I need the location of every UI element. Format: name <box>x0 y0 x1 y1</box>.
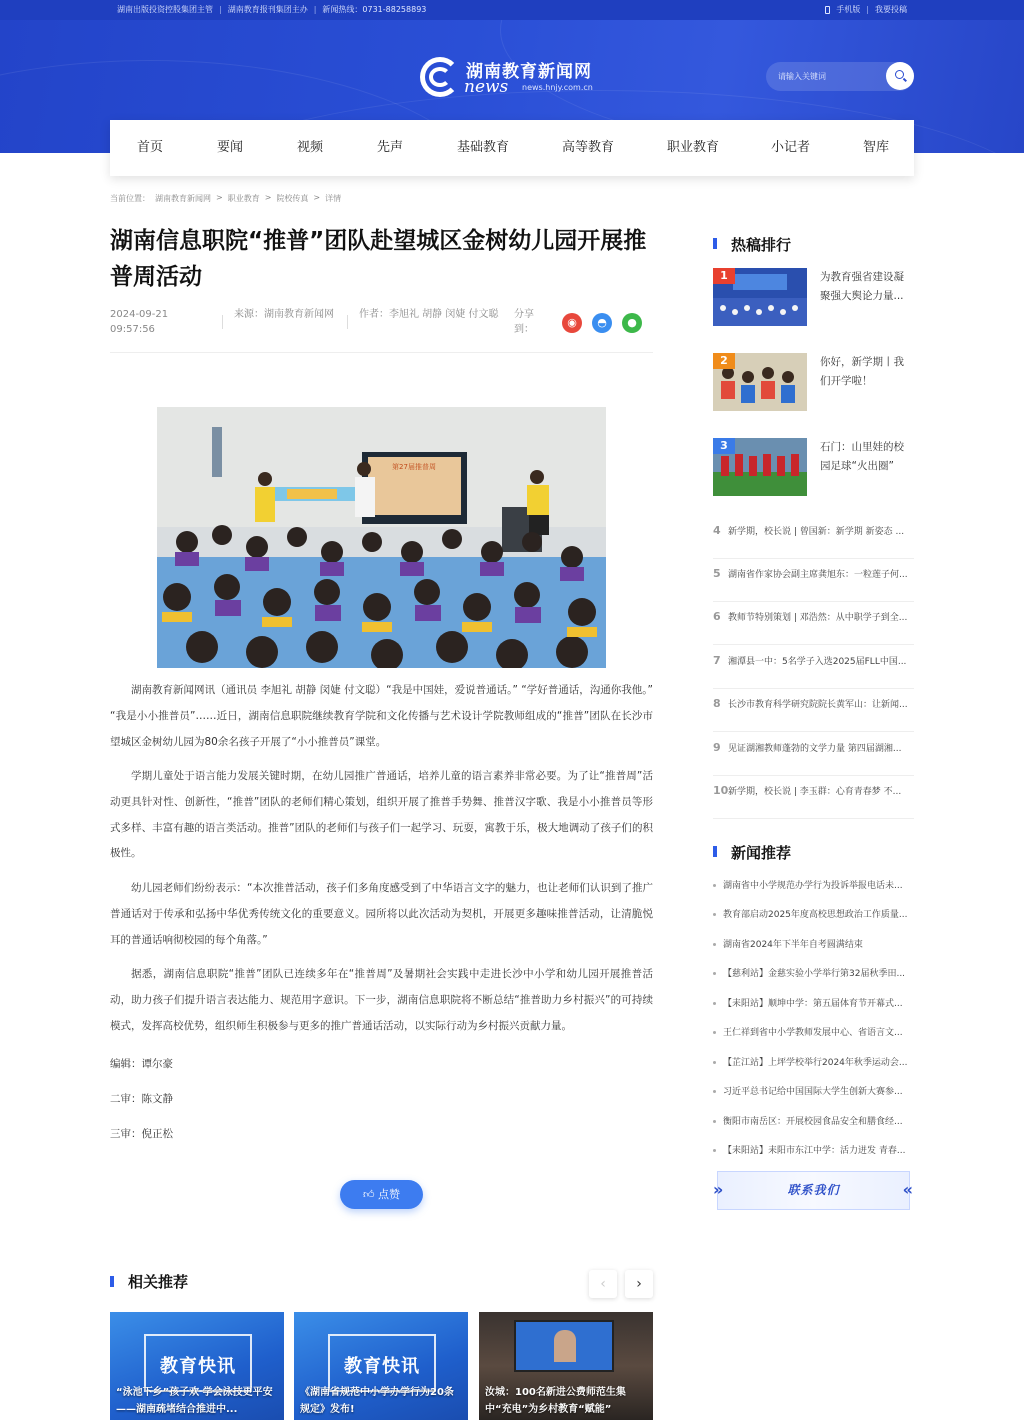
recommend-item-title: 衡阳市南岳区：开展校园食品安全和膳食经... <box>723 1117 903 1127</box>
breadcrumb-separator: > <box>313 193 321 202</box>
related-prev-button[interactable] <box>589 1270 617 1298</box>
hot-list-item[interactable] <box>713 559 914 602</box>
hot-title: 热稿排行 <box>731 236 792 254</box>
bullet-icon <box>713 1090 716 1093</box>
breadcrumb-separator: > <box>216 193 223 202</box>
nav-item-higher-education[interactable]: 高等教育 <box>562 140 615 155</box>
hot-item-title[interactable]: 石门：山里娃的校园足球“火出圈” <box>820 441 904 472</box>
search-button[interactable] <box>886 62 914 90</box>
hot-list-item[interactable] <box>713 689 914 732</box>
article-paragraph: 幼儿园老师们纷纷表示：“本次推普活动，孩子们多角度感受到了中华语言文字的魅力，也让老师们认识到了推广普通话对于传承和弘扬中华优秀传统文化的重要意义。园所将以此次活动为契机，开展更多趣味推普活动，让清脆悦耳的普通话响彻校园的每个角落。” <box>110 882 653 946</box>
article-meta <box>110 307 653 347</box>
article-author: 作者：李旭礼 胡静 闵婕 付文聪 <box>359 309 499 320</box>
submit-article-link[interactable]: 我要投稿 <box>875 5 907 14</box>
breadcrumb-home[interactable]: 湖南教育新闻网 <box>155 194 211 203</box>
article-photo-illustration <box>157 407 606 668</box>
recommend-item-title: 王仁祥到省中小学教师发展中心、省语言文... <box>723 1028 903 1038</box>
nav-item-basic-education[interactable]: 基础教育 <box>457 140 510 155</box>
hot-list-title: 新学期，校长说 | 曾国新：新学期 新姿态 ... <box>728 527 905 537</box>
nav-item-vocational-education[interactable]: 职业教育 <box>667 140 720 155</box>
recommend-item[interactable] <box>713 907 914 920</box>
hot-list-item[interactable] <box>713 776 914 819</box>
breadcrumb <box>110 193 341 204</box>
logo-title: 湖南教育新闻网 <box>466 62 592 82</box>
logo-mark-inner-icon <box>429 67 451 87</box>
section-marker <box>713 846 717 857</box>
article-paragraph: 据悉，湖南信息职院“推普”团队已连续多年在“推普周”及暑期社会实践中走进长沙中小学和幼儿园开展推普活动，助力孩子们提升语言表达能力、规范用字意识。下一步，湖南信息职院将不断总结“推普助力乡村振兴”的可持续模式，发挥高校优势，组织师生积极参与更多的推广普通话活动，以实际行动为乡村振兴贡献力量。 <box>110 968 653 1032</box>
article-time: 09:57:56 <box>110 324 155 335</box>
hot-list-item[interactable] <box>713 602 914 645</box>
article-editor: 编辑：谭尔豪 <box>110 1058 173 1070</box>
recommend-item-title: 教育部启动2025年度高校思想政治工作质量... <box>723 910 908 920</box>
breadcrumb-separator: > <box>264 193 272 202</box>
section-marker <box>713 238 717 249</box>
meta-divider <box>222 315 223 329</box>
logo-news-word: news <box>464 77 509 97</box>
section-marker <box>110 1276 114 1287</box>
hot-list-title: 湖南省作家协会副主席龚旭东：一粒莲子何... <box>728 570 908 580</box>
share-weibo-button[interactable] <box>562 313 582 333</box>
article-datetime <box>110 307 210 337</box>
related-card-caption: 《湖南省规范中小学办学行为20条规定》发布! <box>300 1387 454 1415</box>
hot-item-title[interactable]: 为教育强省建设凝聚强大舆论力量... <box>820 271 904 302</box>
article-paragraph: 湖南教育新闻网讯（通讯员 李旭礼 胡静 闵婕 付文聪）“我是中国娃，爱说普通话。” “学好普通话，沟通你我他。” “我是小小推普员”……近日，湖南信息职院继续教育学院和文化传播与艺术设计学院教师组成的“推普”团队在长沙市望城区金树幼儿园为80余名孩子开展了“小小推普员”课堂。 <box>110 684 653 748</box>
related-card-badge: 教育快讯 <box>344 1356 420 1377</box>
recommend-item[interactable] <box>713 937 914 950</box>
related-card-caption: “泳池下乡”孩子欢 学会泳技更平安——湖南疏堵结合推进中... <box>116 1387 273 1415</box>
bullet-icon <box>713 1120 716 1123</box>
bullet-icon <box>713 1061 716 1064</box>
bullet-icon <box>713 884 716 887</box>
search-input[interactable] <box>778 69 878 84</box>
breadcrumb-vocational[interactable]: 职业教育 <box>227 194 260 203</box>
breadcrumb-label: 当前位置： <box>110 194 150 203</box>
hot-item-image[interactable] <box>713 438 807 496</box>
bullet-icon <box>713 1149 716 1152</box>
recommend-item[interactable] <box>713 1084 914 1097</box>
search-box <box>766 62 914 91</box>
weibo-icon: ◉ <box>567 316 577 329</box>
article-third-review: 三审：倪正松 <box>110 1128 173 1140</box>
wechat-icon: ● <box>627 316 637 329</box>
recommend-item-title: 【芷江站】上坪学校举行2024年秋季运动会... <box>723 1058 908 1068</box>
double-chevron-right-icon: » <box>713 1180 724 1199</box>
hot-item-title[interactable]: 你好，新学期丨我们开学啦！ <box>820 356 904 387</box>
related-card[interactable] <box>294 1312 468 1420</box>
recommend-item-title: 习近平总书记给中国国际大学生创新大赛参... <box>723 1087 903 1097</box>
top-bar-hotline: 新闻热线：0731-88258893 <box>322 5 427 14</box>
hot-list-item[interactable] <box>713 733 914 776</box>
article-photo <box>157 407 606 668</box>
hot-list-title: 教师节特别策划 | 邓浩然：从中职学子到全... <box>728 613 908 623</box>
top-bar <box>0 0 1024 20</box>
article-title: 湖南信息职院“推普”团队赴望城区金树幼儿园开展推普周活动 <box>110 228 647 290</box>
recommend-title: 新闻推荐 <box>731 844 792 862</box>
site-logo[interactable] <box>420 55 620 99</box>
recommend-item[interactable] <box>713 1055 914 1068</box>
contact-us-button[interactable] <box>713 1171 913 1210</box>
hot-rank-number: 7 <box>713 654 721 667</box>
divider: | <box>313 5 317 14</box>
hot-rank-number: 10 <box>713 784 729 797</box>
hot-list-item[interactable] <box>713 516 914 559</box>
nav-item-headlines[interactable]: 要闻 <box>217 140 244 155</box>
chevron-right-icon: › <box>636 1276 642 1292</box>
top-bar-info <box>117 0 426 20</box>
bullet-icon <box>713 943 716 946</box>
meta-divider-line <box>110 352 653 353</box>
top-bar-organizer: 湖南教育报刊集团主办 <box>227 5 308 14</box>
divider: | <box>866 5 869 14</box>
nav-item-voice[interactable]: 先声 <box>377 140 404 155</box>
nav-item-think-tank[interactable]: 智库 <box>863 140 890 155</box>
meta-divider <box>347 315 348 329</box>
recommend-item-title: 湖南省2024年下半年自考圆满结束 <box>723 940 863 950</box>
bullet-icon <box>713 1002 716 1005</box>
hot-rank-badge: 2 <box>713 353 735 369</box>
hot-list-title: 见证湖湘教师蓬勃的文学力量 第四届湖湘... <box>728 744 902 754</box>
recommend-item-title: 湖南省中小学规范办学行为投诉举报电话未... <box>723 881 903 891</box>
nav-item-young-reporter[interactable]: 小记者 <box>771 140 811 155</box>
photo-screen-text: 第27届推普周 <box>392 463 436 471</box>
article-second-review: 二审：陈文静 <box>110 1093 173 1105</box>
chevron-left-icon: ‹ <box>600 1276 606 1292</box>
hot-list-title: 新学期，校长说 | 李玉群：心育青春梦 不... <box>728 787 902 797</box>
recommend-item[interactable] <box>713 1025 914 1038</box>
related-title: 相关推荐 <box>128 1273 189 1291</box>
bullet-icon <box>713 913 716 916</box>
recommend-item-title: 【耒阳站】耒阳市东江中学：活力迸发 青春... <box>723 1146 906 1156</box>
recommend-item[interactable] <box>713 1114 914 1127</box>
like-button[interactable] <box>340 1180 423 1209</box>
recommend-item[interactable] <box>713 966 914 979</box>
related-card[interactable] <box>110 1312 284 1420</box>
recommend-item[interactable] <box>713 996 914 1009</box>
article-paragraph: 学期儿童处于语言能力发展关键时期，在幼儿园推广普通话，培养儿童的语言素养非常必要。为了让“推普周”活动更具针对性、创新性，“推普”团队的老师们精心策划，组织开展了推普手势舞、推普汉字歌、我是小小推普员等形式多样、丰富有趣的语言类活动。推普”团队的老师们与孩子们一起学习、玩耍，寓教于乐，极大地调动了孩子们的积极性。 <box>110 770 653 860</box>
breadcrumb-current: 详情 <box>325 194 342 203</box>
nav-item-home[interactable]: 首页 <box>137 140 164 155</box>
mobile-version-link[interactable]: 手机版 <box>836 5 861 14</box>
article-source: 来源：湖南教育新闻网 <box>234 309 334 320</box>
recommend-item-title: 【慈利站】金慈实验小学举行第32届秋季田... <box>723 969 906 979</box>
related-card-caption: 汝城：100名新进公费师范生集中“充电”为乡村教育“赋能” <box>485 1387 626 1415</box>
recommend-item[interactable] <box>713 878 914 891</box>
top-bar-host: 湖南出版投资控股集团主管 <box>117 5 213 14</box>
share-qq-button[interactable] <box>592 313 612 333</box>
article-date: 2024-09-21 <box>110 309 169 320</box>
top-bar-links <box>825 0 907 20</box>
share-wechat-button[interactable] <box>622 313 642 333</box>
search-icon-handle <box>903 78 907 82</box>
related-card[interactable] <box>479 1312 653 1420</box>
share-label: 分享到： <box>514 309 534 335</box>
thumbs-up-icon: 👍︎ <box>363 1188 375 1201</box>
main-nav <box>110 120 914 176</box>
mobile-icon <box>825 6 830 14</box>
logo-url: news.hnjy.com.cn <box>522 83 593 92</box>
divider: | <box>219 5 222 14</box>
related-card-speaker <box>554 1330 576 1362</box>
hot-item-image[interactable] <box>713 353 807 411</box>
bullet-icon <box>713 1031 716 1034</box>
hot-rank-number: 6 <box>713 610 721 623</box>
hot-rank-number: 5 <box>713 567 721 580</box>
bullet-icon <box>713 972 716 975</box>
hot-list-item[interactable] <box>713 646 914 689</box>
nav-item-video[interactable]: 视频 <box>297 140 324 155</box>
qq-icon: ◓ <box>597 316 607 329</box>
hot-rank-badge: 1 <box>713 268 735 284</box>
hot-list-title: 长沙市教育科学研究院院长黄军山：让新闻... <box>728 700 908 710</box>
hot-rank-number: 8 <box>713 697 721 710</box>
hot-rank-number: 9 <box>713 741 721 754</box>
double-chevron-left-icon: « <box>902 1180 913 1199</box>
recommend-item[interactable] <box>713 1143 914 1156</box>
hot-item-image[interactable] <box>713 268 807 326</box>
hot-list-title: 湘潭县一中：5名学子入选2025届FLL中国... <box>728 657 907 667</box>
hot-rank-number: 4 <box>713 524 721 537</box>
related-card-badge: 教育快讯 <box>160 1356 236 1377</box>
breadcrumb-school-news[interactable]: 院校传真 <box>276 194 309 203</box>
contact-us-label: 联系我们 <box>787 1183 840 1197</box>
recommend-item-title: 【耒阳站】顺坤中学：第五届体育节开幕式... <box>723 999 903 1009</box>
hot-rank-badge: 3 <box>713 438 735 454</box>
related-next-button[interactable] <box>625 1270 653 1298</box>
like-label: 点赞 <box>378 1188 400 1201</box>
